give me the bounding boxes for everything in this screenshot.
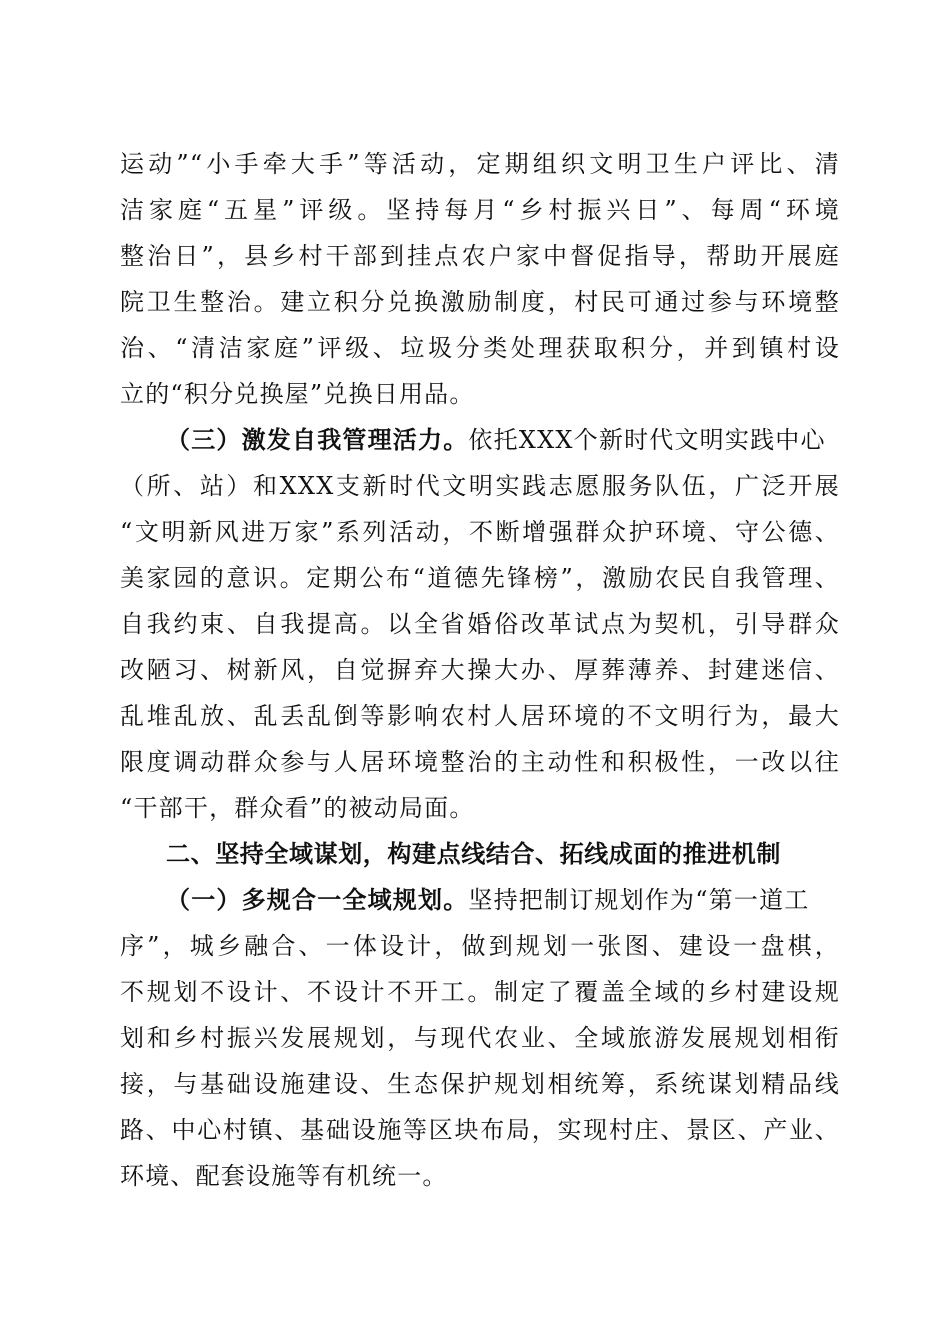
paragraph-2-lead: （三）激发自我管理活力。 bbox=[166, 425, 469, 454]
paragraph-2-line-9: “干部干，群众看”的被动局面。 bbox=[120, 794, 475, 822]
paragraph-2-line-4: 美家园的意识。定期公布“道德先锋榜”，激励农民自我管理、 bbox=[120, 564, 840, 592]
paragraph-2-line-6: 改陋习、树新风，自觉摒弃大操大办、厚葬薄养、封建迷信、 bbox=[120, 656, 840, 684]
paragraph-2-line-5: 自我约束、自我提高。以全省婚俗改革试点为契机，引导群众 bbox=[120, 610, 840, 638]
paragraph-2-first-line-rest: 依托XXX个新时代文明实践中心 bbox=[468, 426, 826, 454]
paragraph-1-line-3: 整治日”，县乡村干部到挂点农户家中督促指导，帮助开展庭 bbox=[120, 242, 840, 270]
paragraph-1-line-5: 治、“清洁家庭”评级、垃圾分类处理获取积分，并到镇村设 bbox=[120, 334, 840, 362]
paragraph-2-line-2: （所、站）和XXX支新时代文明实践志愿服务队伍，广泛开展 bbox=[120, 472, 840, 500]
paragraph-3-line-2: 序”，城乡融合、一体设计，做到规划一张图、建设一盘棋， bbox=[120, 932, 840, 960]
paragraph-1-line-2: 洁家庭“五星”评级。坚持每月“乡村振兴日”、每周“环境 bbox=[120, 196, 840, 224]
paragraph-2-first-line bbox=[166, 423, 840, 457]
paragraph-3-line-4: 划和乡村振兴发展规划，与现代农业、全域旅游发展规划相衔 bbox=[120, 1024, 840, 1052]
paragraph-2-line-3: “文明新风进万家”系列活动，不断增强群众护环境、守公德、 bbox=[120, 518, 840, 546]
paragraph-1-line-6: 立的“积分兑换屋”兑换日用品。 bbox=[120, 380, 475, 408]
paragraph-3-lead: （一）多规合一全域规划。 bbox=[166, 885, 469, 914]
paragraph-1-line-1: 运动”“小手牵大手”等活动，定期组织文明卫生户评比、清 bbox=[120, 150, 840, 178]
paragraph-3-line-6: 路、中心村镇、基础设施等区块布局，实现村庄、景区、产业、 bbox=[120, 1116, 840, 1144]
paragraph-3-first-line-rest: 坚持把制订规划作为“第一道工 bbox=[468, 886, 810, 914]
paragraph-3-first-line bbox=[166, 883, 840, 917]
paragraph-2-line-7: 乱堆乱放、乱丢乱倒等影响农村人居环境的不文明行为，最大 bbox=[120, 702, 840, 730]
paragraph-1-line-4: 院卫生整治。建立积分兑换激励制度，村民可通过参与环境整 bbox=[120, 288, 840, 316]
paragraph-3-line-7: 环境、配套设施等有机统一。 bbox=[120, 1162, 448, 1190]
section-heading: 二、坚持全域谋划，构建点线结合、拓线成面的推进机制 bbox=[166, 840, 781, 868]
paragraph-2-line-8: 限度调动群众参与人居环境整治的主动性和积极性，一改以往 bbox=[120, 748, 840, 776]
paragraph-3-line-3: 不规划不设计、不设计不开工。制定了覆盖全域的乡村建设规 bbox=[120, 978, 840, 1006]
paragraph-3-line-5: 接，与基础设施建设、生态保护规划相统筹，系统谋划精品线 bbox=[120, 1070, 840, 1098]
